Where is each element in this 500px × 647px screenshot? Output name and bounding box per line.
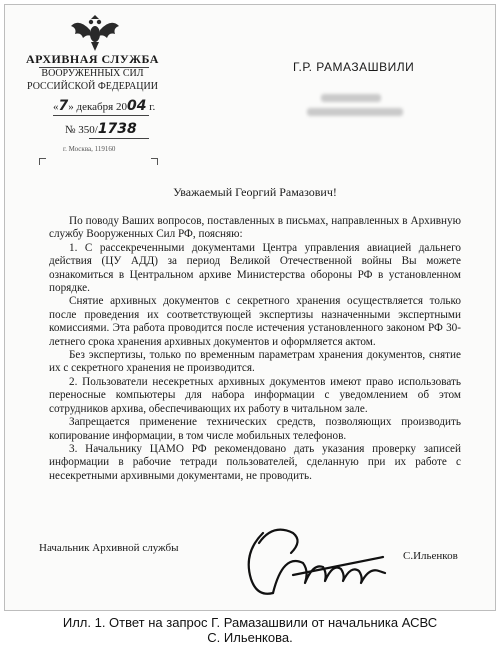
redacted-address-line [307, 108, 403, 116]
date-underline [53, 115, 149, 116]
body-paragraph: Запрещается применение технических средств, позволяющих производить копирование информации, в том числе мобильных телефонов. [49, 416, 461, 442]
greeting: Уважаемый Георгий Рамазович! [173, 185, 337, 199]
date-year-hand: 04 [126, 98, 147, 114]
handwritten-signature [233, 513, 393, 605]
number-hand: 1738 [97, 121, 137, 137]
corner-bracket [39, 158, 46, 165]
body-paragraph: Без экспертизы, только по временным параметрам хранения документов, снятие их с секретного хранения не производится. [49, 349, 461, 375]
date-row: «7» декабря 2004 г. [53, 98, 156, 114]
org-subtitle-2: РОССИЙСКОЙ ФЕДЕРАЦИИ [27, 81, 158, 92]
number-row [65, 121, 137, 137]
body-paragraph: По поводу Ваших вопросов, поставленных в письмах, направленных в Архивную службу Вооруженных Сил РФ, поясняю: [49, 215, 461, 241]
city-address: г. Москва, 119160 [63, 145, 116, 153]
redacted-address-line [321, 94, 381, 102]
eagle-emblem-icon [69, 14, 121, 52]
letter-page [4, 4, 496, 611]
body-paragraph: 3. Начальнику ЦАМО РФ рекомендовано дать указания проверку записей информации в рабочие тетради пользователей, сделанную при их работе с несекретными архивными документами, не проводить. [49, 442, 461, 482]
date-year-prefix: 20 [115, 101, 127, 113]
caption-line-1: Илл. 1. Ответ на запрос Г. Рамазашвили от начальника АСВС [62, 615, 438, 630]
body-paragraph: Снятие архивных документов с секретного хранения осуществляется только после проведения их соответствующей экспертизы назначенными экспертными комиссиями. Эта работа проводится после истечения установленного законом РФ 30-летнего срока хранения архивных документов и оформляется актом. [49, 295, 461, 348]
letter-body [49, 215, 461, 483]
date-day: 7 [58, 98, 69, 114]
signatory-name: С.Ильенков [403, 550, 458, 562]
number-underline [89, 138, 149, 139]
body-paragraph: 2. Пользователи несекретных архивных документов имеют право использовать переносные компьютеры для набора информации с уведомлением об этом сотрудников архива, обеспечивающих их работу в читальном зале. [49, 375, 461, 415]
caption-line-2: С. Ильенкова. [207, 630, 293, 645]
org-name: АРХИВНАЯ СЛУЖБА [26, 52, 159, 66]
number-prefix: № 350/ [65, 124, 98, 136]
body-paragraph: 1. С рассекреченными документами Центра управления авиацией дальнего действия (ЦУ АДД) за период Великой Отечественной войны Вы можете ознакомиться в Центральном архиве Министерства обороны РФ в установленном порядке. [49, 241, 461, 295]
date-suffix: г. [149, 101, 156, 113]
signatory-title: Начальник Архивной службы [39, 542, 179, 554]
figure-caption [0, 615, 500, 645]
date-month: декабря [76, 101, 114, 113]
org-subtitle-1: ВООРУЖЕННЫХ СИЛ [41, 68, 144, 79]
recipient-name: Г.Р. РАМАЗАШВИЛИ [293, 60, 415, 74]
corner-bracket [151, 158, 158, 165]
